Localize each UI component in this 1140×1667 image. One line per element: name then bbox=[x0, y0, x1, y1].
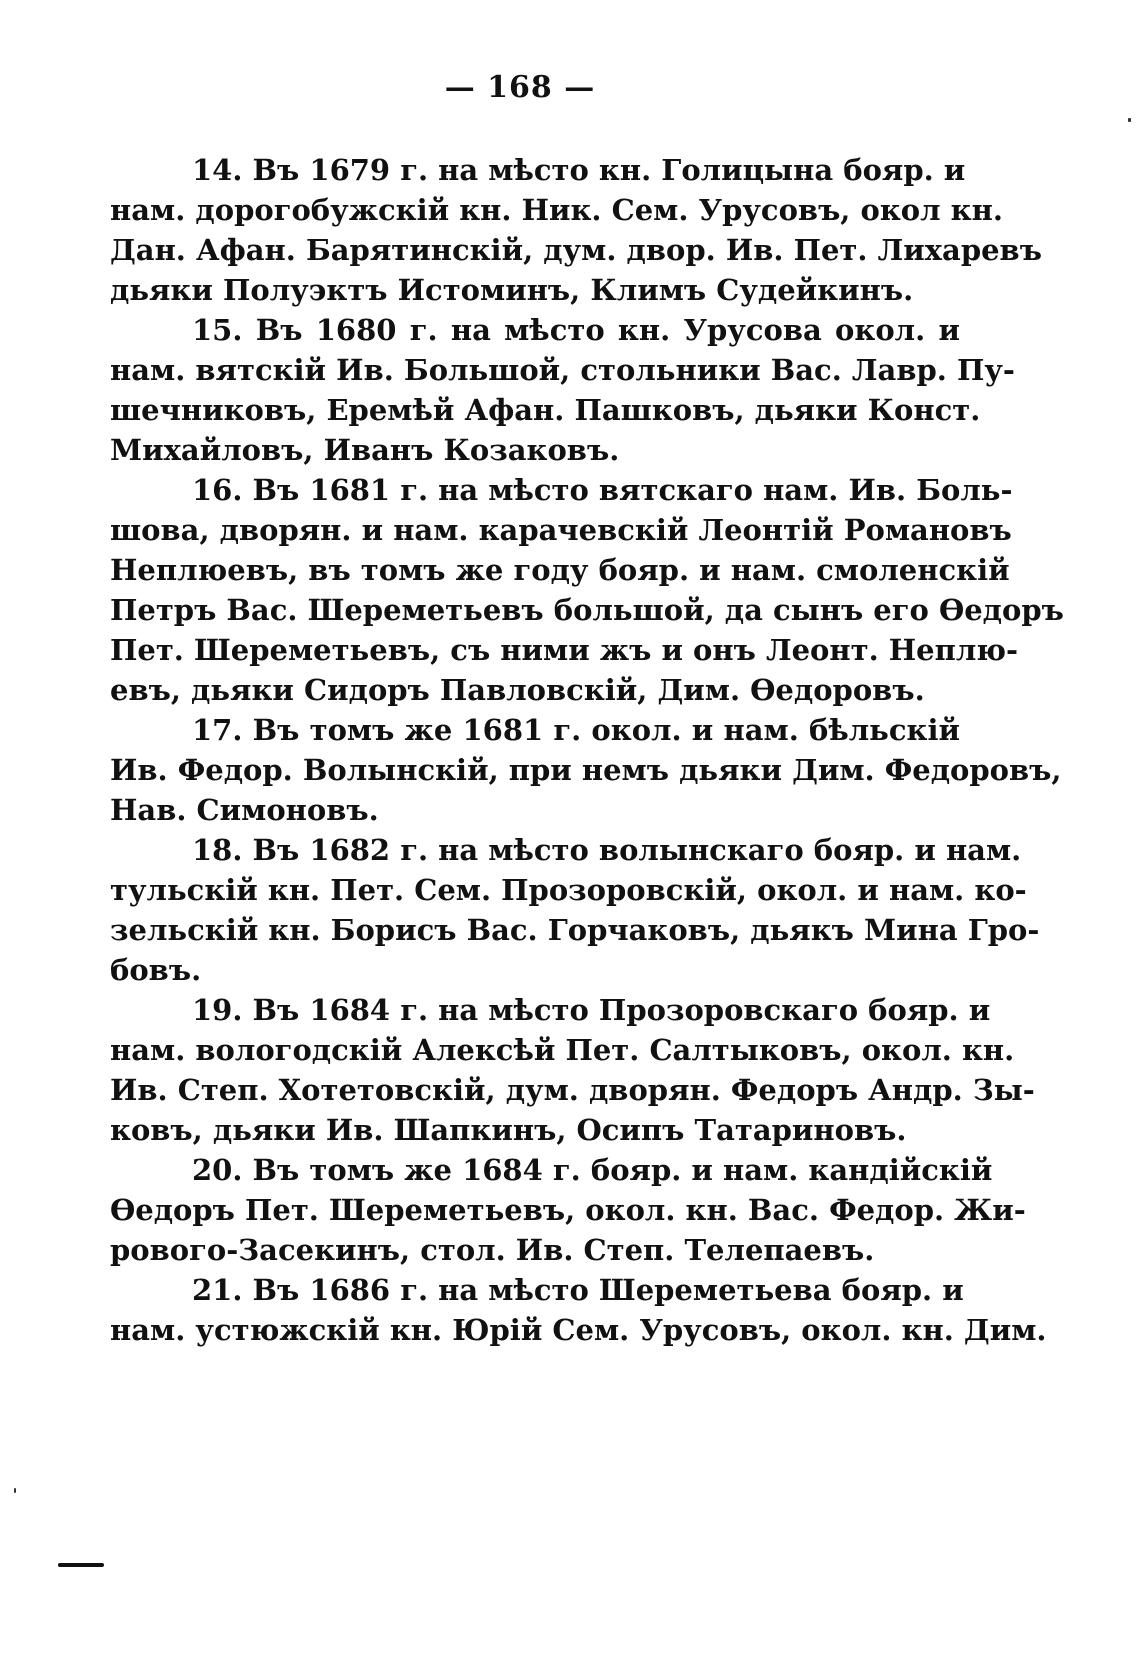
entry-line: нам. устюжскій кн. Юрій Сем. Урусовъ, окол. кн. Дим. bbox=[110, 1313, 1047, 1347]
entry-line: Нав. Симоновъ. bbox=[110, 793, 379, 827]
page-number: — 168 — bbox=[444, 70, 596, 105]
entry-line: 15. Въ 1680 г. на мѣсто кн. Урусова окол. и bbox=[192, 313, 960, 347]
entry-line: Ив. Степ. Хотетовскій, дум. дворян. Федоръ Андр. Зы- bbox=[110, 1073, 1035, 1107]
entry-19 bbox=[110, 990, 1035, 1150]
entry-line: Өедоръ Пет. Шереметьевъ, окол. кн. Вас. Федор. Жи- bbox=[110, 1193, 1026, 1227]
entry-line: 17. Въ томъ же 1681 г. окол. и нам. бѣльскій bbox=[192, 713, 960, 747]
entry-line: нам. дорогобужскій кн. Ник. Сем. Урусовъ, окол кн. bbox=[110, 193, 1003, 227]
entry-line: тульскій кн. Пет. Сем. Прозоровскій, окол. и нам. ко- bbox=[110, 873, 1027, 907]
entry-line: зельскій кн. Борисъ Вас. Горчаковъ, дьякъ Мина Гро- bbox=[110, 913, 1040, 947]
entry-line: ковъ, дьяки Ив. Шапкинъ, Осипъ Татариновъ. bbox=[110, 1113, 907, 1147]
entry-line: Дан. Афан. Барятинскій, дум. двор. Ив. Пет. Лихаревъ bbox=[110, 233, 1042, 267]
entry-line: Пет. Шереметьевъ, съ ними жъ и онъ Леонт. Неплю- bbox=[110, 633, 1019, 667]
entry-line: 14. Въ 1679 г. на мѣсто кн. Голицына бояр. и bbox=[192, 153, 966, 187]
entry-21 bbox=[110, 1270, 1047, 1350]
entry-20 bbox=[110, 1150, 1026, 1270]
body-text bbox=[110, 150, 1064, 1350]
entry-line: 18. Въ 1682 г. на мѣсто волынскаго бояр. и нам. bbox=[192, 833, 1022, 867]
entry-18 bbox=[110, 830, 1040, 990]
entry-line: нам. вологодскій Алексѣй Пет. Салтыковъ, окол. кн. bbox=[110, 1033, 1015, 1067]
entry-line: Петръ Вас. Шереметьевъ большой, да сынъ его Өедоръ bbox=[110, 593, 1064, 627]
entry-line: 19. Въ 1684 г. на мѣсто Прозоровскаго бояр. и bbox=[192, 993, 991, 1027]
margin-mark bbox=[58, 1563, 104, 1567]
ink-speck bbox=[14, 1488, 16, 1493]
entry-line: рового-Засекинъ, стол. Ив. Степ. Телепаевъ. bbox=[110, 1233, 875, 1267]
entry-line: 20. Въ томъ же 1684 г. бояр. и нам. кандійскій bbox=[192, 1153, 993, 1187]
entry-line: шечниковъ, Еремѣй Афан. Пашковъ, дьяки Конст. bbox=[110, 393, 981, 427]
entry-line: 21. Въ 1686 г. на мѣсто Шереметьева бояр. и bbox=[192, 1273, 964, 1307]
entry-16 bbox=[110, 470, 1064, 710]
entry-15 bbox=[110, 310, 1015, 470]
entry-line: евъ, дьяки Сидоръ Павловскій, Дим. Өедоровъ. bbox=[110, 673, 925, 707]
entry-17 bbox=[110, 710, 1062, 830]
entry-line: Неплюевъ, въ томъ же году бояр. и нам. смоленскій bbox=[110, 553, 1010, 587]
ink-speck bbox=[1128, 118, 1131, 122]
entry-line: шова, дворян. и нам. карачевскій Леонтій Романовъ bbox=[110, 513, 1012, 547]
entry-line: нам. вятскій Ив. Большой, стольники Вас. Лавр. Пу- bbox=[110, 353, 1015, 387]
entry-line: бовъ. bbox=[110, 953, 202, 987]
entry-line: 16. Въ 1681 г. на мѣсто вятскаго нам. Ив. Боль- bbox=[192, 473, 1013, 507]
entry-line: Михайловъ, Иванъ Козаковъ. bbox=[110, 433, 620, 467]
entry-14 bbox=[110, 150, 1042, 310]
entry-line: дьяки Полуэктъ Истоминъ, Климъ Судейкинъ. bbox=[110, 273, 914, 307]
entry-line: Ив. Федор. Волынскій, при немъ дьяки Дим. Федоровъ, bbox=[110, 753, 1062, 787]
